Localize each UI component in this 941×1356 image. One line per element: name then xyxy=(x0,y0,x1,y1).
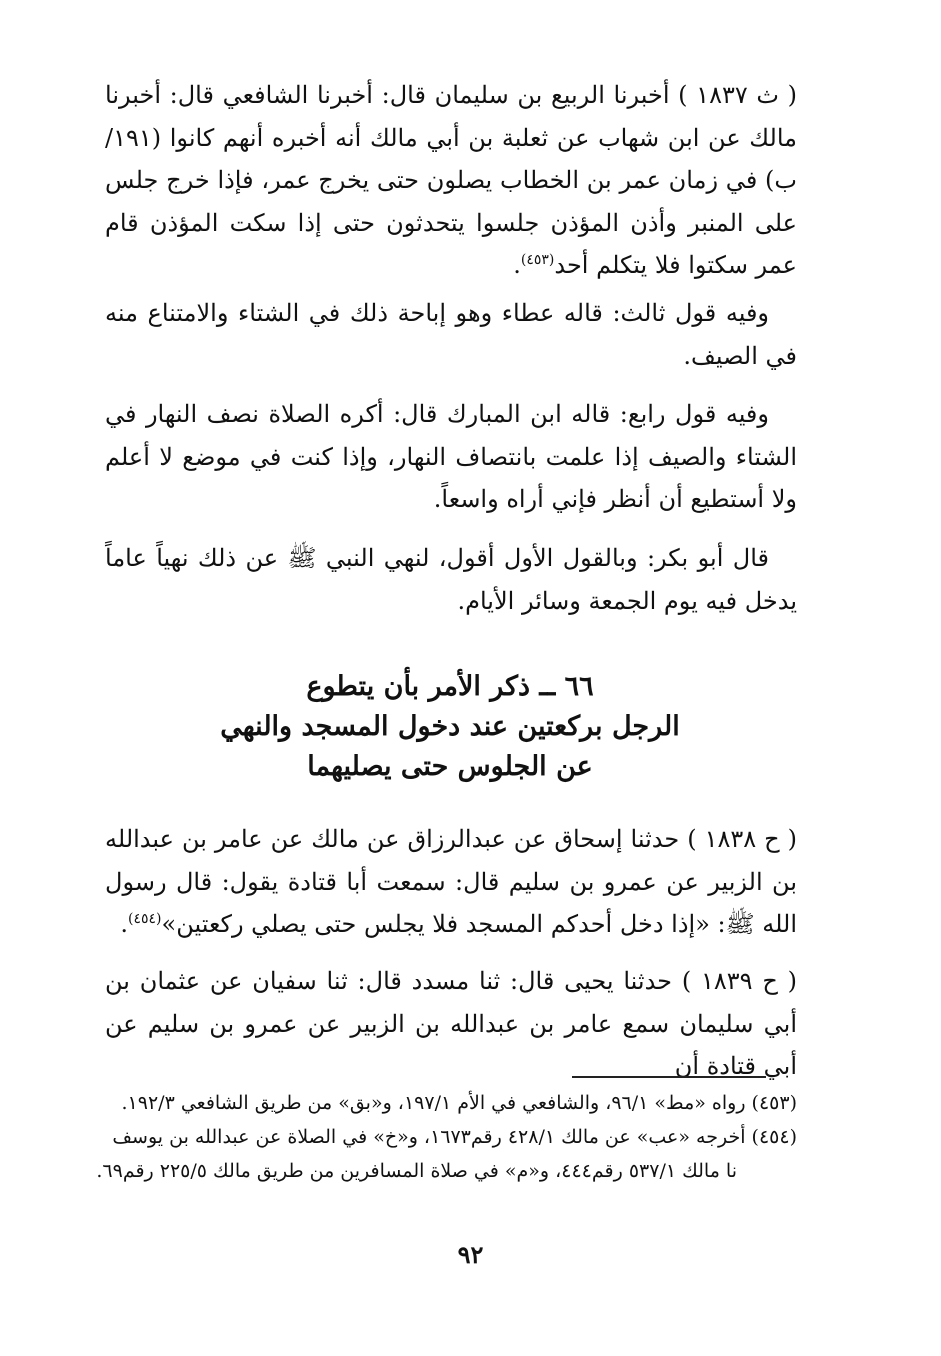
footnote-453: (٤٥٣) رواه «مط» ٩٦/١، والشافعي في الأم ١٩٧/١، و«بق» من طريق الشافعي ١٩٢/٣. xyxy=(121,1092,797,1114)
footnote-ref-454: (٤٥٤) xyxy=(128,911,162,927)
paragraph-hadith-1839: ( ح ١٨٣٩ ) حدثنا يحيى قال: ثنا مسدد قال: ثنا سفيان عن عثمان بن أبي سليمان سمع عامر بن عبدالله بن الزبير عن عمرو بن سليم عن أبي قتادة أن xyxy=(105,967,797,1080)
heading-line-3: عن الجلوس حتى يصليهما xyxy=(307,751,593,782)
heading-line-1: ٦٦ ــ ذكر الأمر بأن يتطوع xyxy=(306,671,594,702)
paragraph-end: . xyxy=(513,251,521,279)
footnotes xyxy=(96,1086,797,1188)
paragraph-text: ( ث ١٨٣٧ ) أخبرنا الربيع بن سليمان قال: أخبرنا الشافعي قال: أخبرنا مالك عن ابن شهاب عن ثعلبة بن أبي مالك أنه أخبره أنهم كانوا (١٩١/ب) في زمان عمر بن الخطاب يصلون حتى يخرج عمر، فإذا خرج جلس على المنبر وأذن المؤذن جلسوا يتحدثون حتى إذا سكت المؤذن قام عمر سكتوا فلا يتكلم أحد xyxy=(105,81,797,279)
paragraph-fourth-opinion: وفيه قول رابع: قاله ابن المبارك قال: أكره الصلاة نصف النهار في الشتاء والصيف إذا علمت بانتصاف النهار، وإذا كنت في موضع لا أعلم ولا أستطيع أن أنظر فإني أراه واسعاً. xyxy=(105,400,797,513)
page-number: ٩٢ xyxy=(457,1240,484,1269)
section-heading xyxy=(160,667,740,787)
paragraph-text: ( ح ١٨٣٨ ) حدثنا إسحاق عن عبدالرزاق عن مالك عن عامر بن عبدالله بن الزبير عن عمرو بن سليم قال: سمعت أبا قتادة يقول: قال رسول الله ﷺ: «إذا دخل أحدكم المسجد فلا يجلس حتى يصلي ركعتين» xyxy=(105,825,797,938)
paragraph-hadith-1838 xyxy=(105,818,797,946)
heading-line-2: الرجل بركعتين عند دخول المسجد والنهي xyxy=(220,711,680,742)
footnote-divider xyxy=(572,1076,766,1078)
footnote-ref-453: (٤٥٣) xyxy=(520,252,555,268)
paragraph-hadith-1837 xyxy=(105,74,797,287)
paragraph-end: . xyxy=(120,910,129,938)
paragraph-abu-bakr: قال أبو بكر: وبالقول الأول أقول، لنهي النبي ﷺ عن ذلك نهياً عاماً يدخل فيه يوم الجمعة وسائر الأيام. xyxy=(105,544,797,615)
footnote-454: (٤٥٤) أخرجه «عب» عن مالك ٤٢٨/١ رقم١٦٧٣، و«خ» في الصلاة عن عبدالله بن يوسف xyxy=(112,1126,797,1148)
footnote-454-continued: نا مالك ٥٣٧/١ رقم٤٤٤، و«م» في صلاة المسافرين من طريق مالك ٢٢٥/٥ رقم٦٩. xyxy=(96,1160,737,1182)
paragraph-third-opinion: وفيه قول ثالث: قاله عطاء وهو إباحة ذلك في الشتاء والامتناع منه في الصيف. xyxy=(105,299,797,370)
